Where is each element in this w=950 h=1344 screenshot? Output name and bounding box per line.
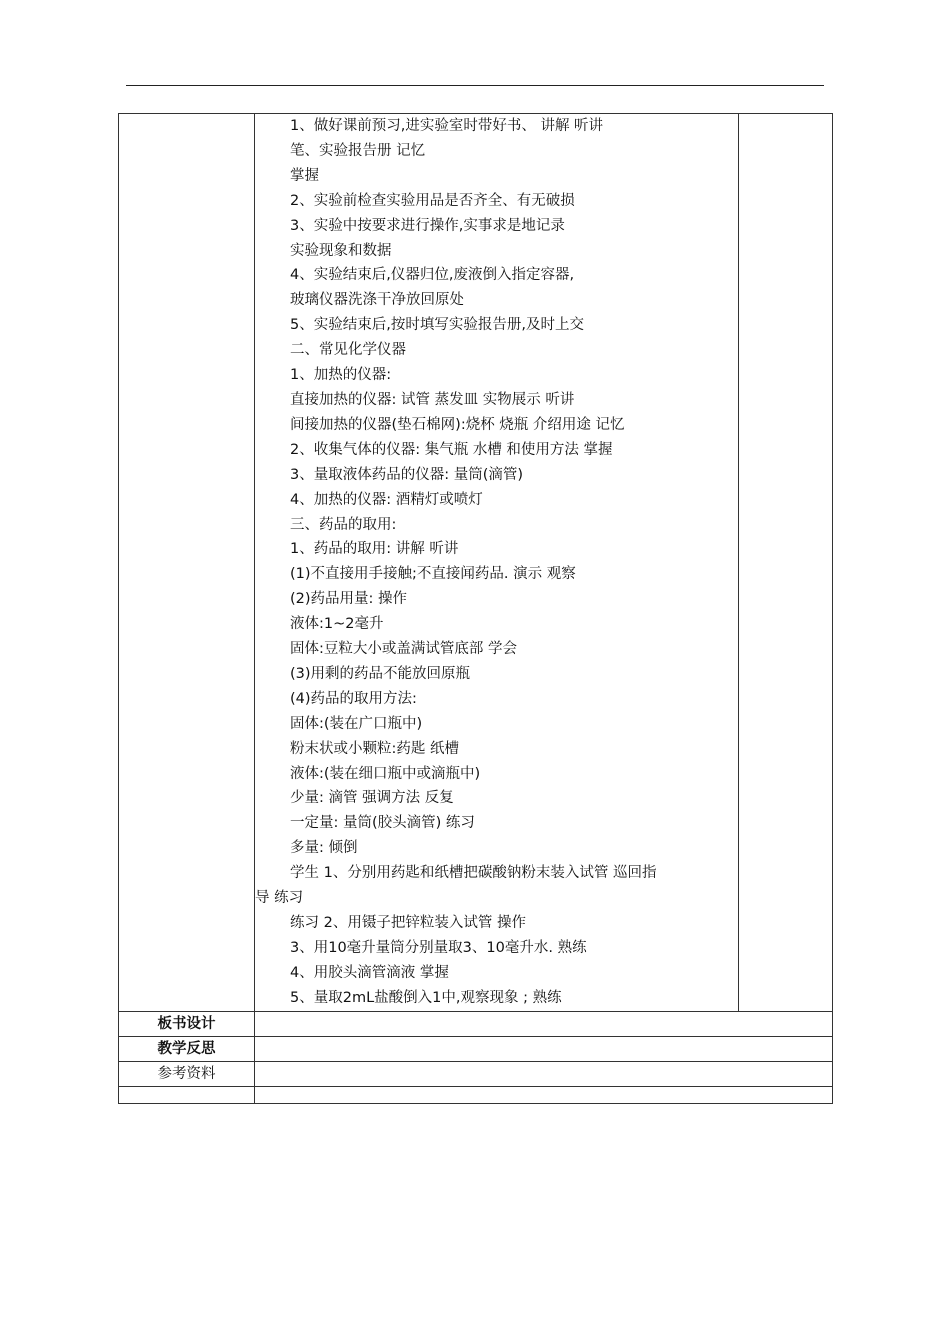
content-line: 二、常见化学仪器 (290, 342, 406, 359)
content-line: 1、做好课前预习,进实验室时带好书、 讲解 听讲 (290, 118, 604, 134)
right-empty-cell (739, 114, 833, 1012)
content-row (119, 114, 833, 1012)
content-line: (1)不直接用手接触;不直接闻药品. 演示 观察 (290, 566, 576, 583)
content-line: 液体:(装在细口瓶中或滴瓶中) (290, 765, 481, 782)
content-line: 学生 1、分别用药匙和纸槽把碳酸钠粉末装入试管 巡回指 (290, 865, 657, 882)
content-line: 固体:(装在广口瓶中) (290, 715, 423, 732)
empty-cell (119, 1086, 255, 1103)
content-line: 3、量取液体药品的仪器: 量筒(滴管) (290, 466, 524, 483)
content-line: 1、加热的仪器: (290, 367, 392, 384)
teaching-content-cell (255, 114, 739, 1012)
content-line: 液体:1~2毫升 (290, 616, 384, 633)
content-line: 粉末状或小颗粒:药匙 纸槽 (290, 740, 459, 757)
empty-footer-row (119, 1086, 833, 1103)
content-line: 实验现象和数据 (290, 242, 392, 259)
content-line: 4、实验结束后,仪器归位,废液倒入指定容器, (290, 267, 575, 284)
content-line: 三、药品的取用: (290, 516, 397, 533)
content-line: 5、量取2mL盐酸倒入1中,观察现象 ; 熟练 (290, 989, 562, 1006)
content-line: (3)用剩的药品不能放回原瓶 (290, 665, 471, 682)
content-line: 2、实验前检查实验用品是否齐全、有无破损 (290, 192, 575, 209)
header-rule (126, 85, 824, 86)
content-line: 一定量: 量筒(胶头滴管) 练习 (290, 815, 475, 832)
content-line: 少量: 滴管 强调方法 反复 (290, 790, 454, 807)
content-line: (4)药品的取用方法: (290, 690, 417, 707)
references-label: 参考资料 (119, 1061, 255, 1086)
content-line: 笔、实验报告册 记忆 (290, 142, 426, 159)
teaching-reflection-label: 教学反思 (119, 1036, 255, 1061)
empty-cell (255, 1086, 833, 1103)
left-empty-cell (119, 114, 255, 1012)
board-design-row (119, 1011, 833, 1036)
references-value (255, 1061, 833, 1086)
content-line: 固体:豆粒大小或盖满试管底部 学会 (290, 641, 517, 658)
content-line: 5、实验结束后,按时填写实验报告册,及时上交 (290, 317, 584, 334)
content-line: 导 练习 (255, 890, 304, 907)
content-line: 4、用胶头滴管滴液 掌握 (290, 964, 449, 981)
teaching-reflection-value (255, 1036, 833, 1061)
content-line: 3、实验中按要求进行操作,实事求是地记录 (290, 217, 565, 234)
content-line: 2、收集气体的仪器: 集气瓶 水槽 和使用方法 掌握 (290, 441, 613, 458)
content-line: 玻璃仪器洗涤干净放回原处 (290, 292, 464, 309)
content-line: 3、用10毫升量筒分别量取3、10毫升水. 熟练 (290, 939, 587, 956)
teaching-reflection-row (119, 1036, 833, 1061)
content-line: 掌握 (290, 167, 319, 184)
content-line: 间接加热的仪器(垫石棉网):烧杯 烧瓶 介绍用途 记忆 (290, 416, 625, 433)
content-line: 1、药品的取用: 讲解 听讲 (290, 541, 459, 558)
references-row (119, 1061, 833, 1086)
content-line: 练习 2、用镊子把锌粒装入试管 操作 (290, 915, 526, 931)
lesson-plan-table (118, 113, 833, 1104)
board-design-value (255, 1011, 833, 1036)
board-design-label: 板书设计 (119, 1011, 255, 1036)
content-line: 直接加热的仪器: 试管 蒸发皿 实物展示 听讲 (290, 391, 575, 408)
content-line: 4、加热的仪器: 酒精灯或喷灯 (290, 491, 483, 508)
content-line: (2)药品用量: 操作 (290, 591, 408, 608)
content-line: 多量: 倾倒 (290, 840, 358, 857)
